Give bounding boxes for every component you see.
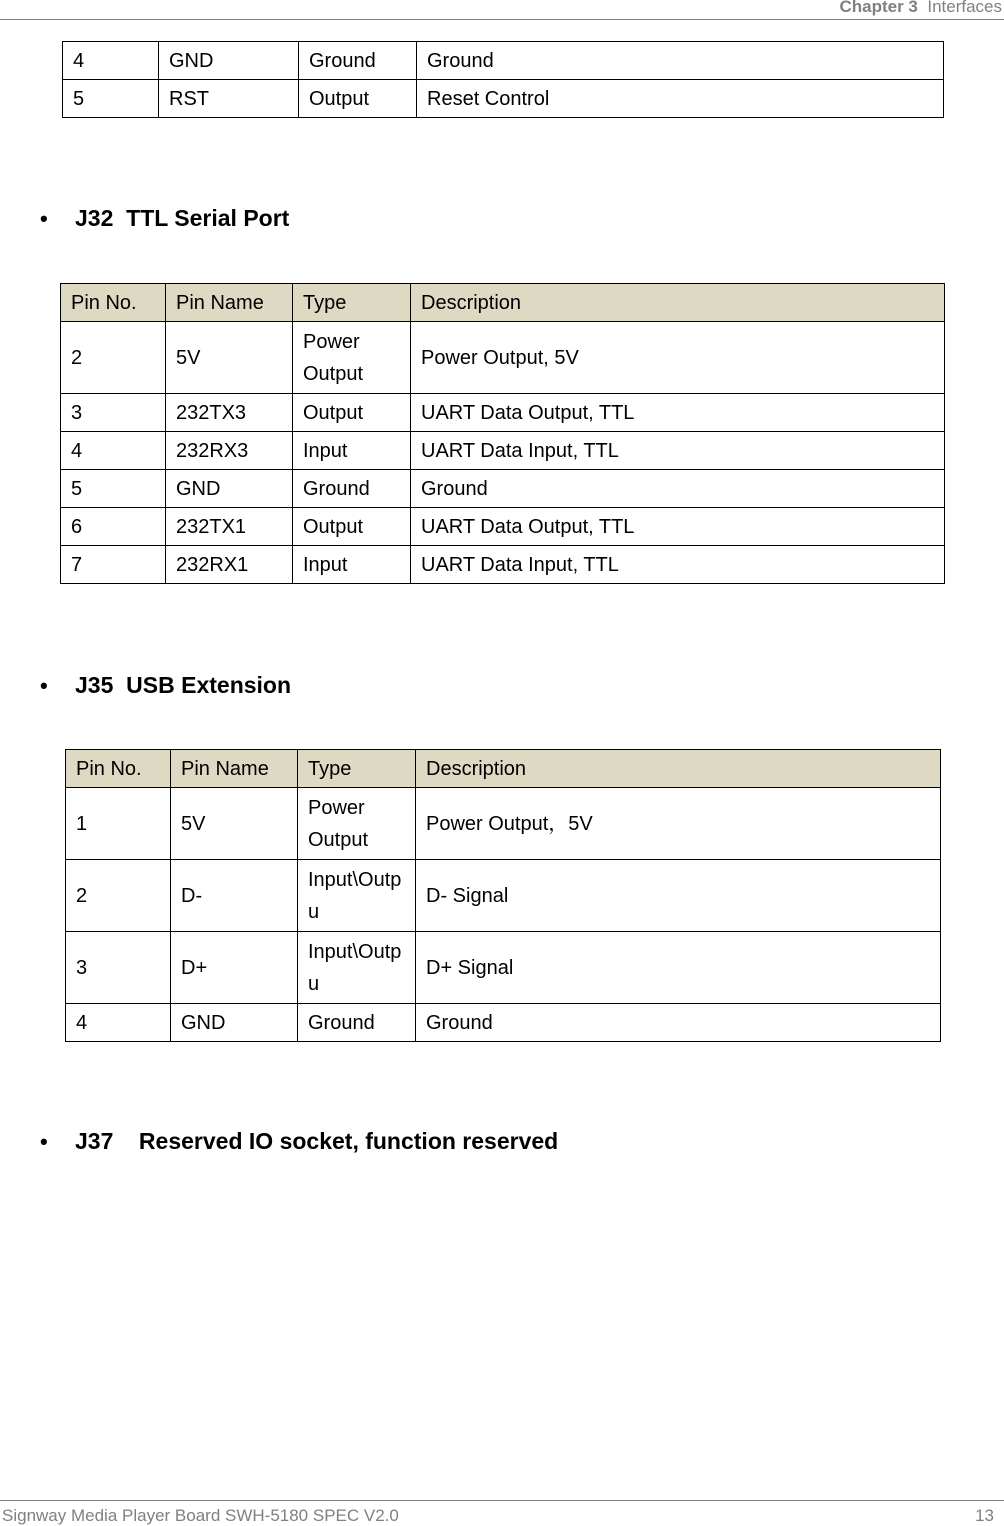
table-cell: 232RX1: [166, 546, 293, 584]
section-heading-j32: [40, 205, 289, 232]
table-cell: Input\Outpu: [298, 860, 416, 932]
table-row: [61, 470, 945, 508]
section-heading-j35: [40, 672, 291, 699]
table-cell: Ground: [299, 42, 417, 80]
table-top-continuation: [62, 41, 944, 118]
table-row: [66, 1004, 941, 1042]
table-cell: Power Output: [293, 322, 411, 394]
table-cell: 232TX1: [166, 508, 293, 546]
page-header: [0, 0, 1004, 20]
table-cell: Power Output, 5V: [411, 322, 945, 394]
table-cell: GND: [166, 470, 293, 508]
table-row: [61, 546, 945, 584]
table-cell: Ground: [417, 42, 944, 80]
table-cell: 6: [61, 508, 166, 546]
table-cell: D- Signal: [416, 860, 941, 932]
table-cell: 5: [61, 470, 166, 508]
table-cell: Input: [293, 546, 411, 584]
table-cell: Input: [293, 432, 411, 470]
table-header-row: [61, 284, 945, 322]
table-cell: Output: [299, 80, 417, 118]
table-cell: Reset Control: [417, 80, 944, 118]
section-title: J32 TTL Serial Port: [75, 205, 290, 231]
table-cell: D+: [171, 932, 298, 1004]
table-cell: Ground: [293, 470, 411, 508]
page-number: 13: [975, 1506, 994, 1525]
column-header: Pin Name: [166, 284, 293, 322]
table-cell: UART Data Output, TTL: [411, 394, 945, 432]
column-header: Type: [298, 750, 416, 788]
table-row: [61, 322, 945, 394]
column-header: Pin Name: [171, 750, 298, 788]
table-cell: RST: [159, 80, 299, 118]
table-cell: 232RX3: [166, 432, 293, 470]
table-cell: 7: [61, 546, 166, 584]
column-header: Pin No.: [61, 284, 166, 322]
table-row: [61, 508, 945, 546]
table-cell: 4: [63, 42, 159, 80]
table-header-row: [66, 750, 941, 788]
table-cell: Power Output: [298, 788, 416, 860]
table-cell: D+ Signal: [416, 932, 941, 1004]
section-heading-j37: [40, 1128, 558, 1155]
column-header: Type: [293, 284, 411, 322]
table-cell: 5: [63, 80, 159, 118]
table-cell: Output: [293, 508, 411, 546]
table-cell: Ground: [411, 470, 945, 508]
table-cell: 4: [66, 1004, 171, 1042]
table-cell: Input\Outpu: [298, 932, 416, 1004]
bullet-icon: •: [40, 206, 48, 231]
table-cell: UART Data Input, TTL: [411, 432, 945, 470]
table-cell: GND: [171, 1004, 298, 1042]
bullet-icon: •: [40, 1129, 48, 1154]
table-cell: Output: [293, 394, 411, 432]
column-header: Pin No.: [66, 750, 171, 788]
table-row: [63, 42, 944, 80]
table-cell: 1: [66, 788, 171, 860]
table-row: [63, 80, 944, 118]
table-j32: [60, 283, 945, 584]
section-title: J37 Reserved IO socket, function reserved: [75, 1128, 559, 1154]
table-cell: 2: [61, 322, 166, 394]
header-text: [839, 0, 1002, 17]
header-chapter: Chapter 3: [839, 0, 918, 16]
footer-doc-title: Signway Media Player Board SWH-5180 SPEC V2.0: [2, 1506, 399, 1525]
table-cell: UART Data Output, TTL: [411, 508, 945, 546]
table-cell: Power Output，5V: [416, 788, 941, 860]
table-cell: 5V: [166, 322, 293, 394]
table-row: [66, 860, 941, 932]
bullet-icon: •: [40, 673, 48, 698]
table-row: [66, 932, 941, 1004]
table-cell: UART Data Input, TTL: [411, 546, 945, 584]
table-row: [61, 432, 945, 470]
table-row: [66, 788, 941, 860]
table-cell: 2: [66, 860, 171, 932]
table-cell: Ground: [416, 1004, 941, 1042]
column-header: Description: [411, 284, 945, 322]
page-footer: [0, 1500, 1004, 1525]
header-section: Interfaces: [927, 0, 1002, 16]
table-cell: 3: [66, 932, 171, 1004]
table-cell: 3: [61, 394, 166, 432]
table-cell: 232TX3: [166, 394, 293, 432]
table-cell: Ground: [298, 1004, 416, 1042]
column-header: Description: [416, 750, 941, 788]
table-cell: GND: [159, 42, 299, 80]
section-title: J35 USB Extension: [75, 672, 292, 698]
table-cell: 4: [61, 432, 166, 470]
table-j35: [65, 749, 941, 1042]
table-row: [61, 394, 945, 432]
table-cell: 5V: [171, 788, 298, 860]
table-cell: D-: [171, 860, 298, 932]
